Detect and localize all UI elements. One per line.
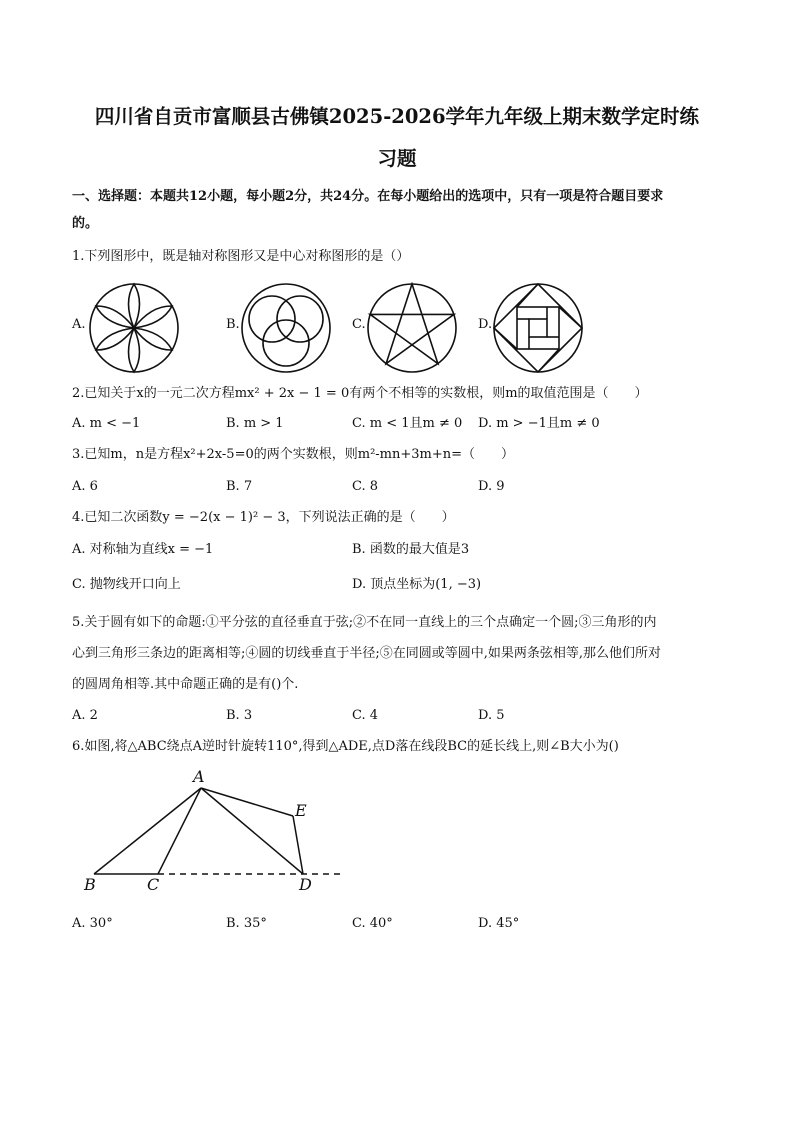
question-4-option-a: A. 对称轴为直线x = −1	[72, 542, 214, 557]
segment-ed	[293, 816, 303, 874]
question-5-stem-line1: 5.关于圆有如下的命题:①平分弦的直径垂直于弦;②不在同一直线上的三个点确定一个圆;③三角形的内	[72, 615, 657, 630]
section-header-line1: 一、选择题：本题共12小题，每小题2分，共24分。在每小题给出的选项中，只有一项是符合题目要求	[72, 189, 664, 204]
question-2-option-b: B. m > 1	[226, 416, 284, 431]
exam-title-line1: 四川省自贡市富顺县古佛镇2025-2026学年九年级上期末数学定时练	[94, 105, 700, 128]
three-circles-figure	[240, 282, 332, 374]
question-5-stem-line3: 的圆周角相等.其中命题正确的是有()个.	[72, 677, 299, 692]
question-1-option-c-label: C.	[352, 317, 366, 332]
question-6-option-b: B. 35°	[226, 916, 267, 931]
question-5-option-c: C. 4	[352, 708, 379, 723]
question-5-option-d: D. 5	[478, 708, 505, 723]
exam-title-line2: 习题	[377, 147, 417, 170]
question-5-option-a: A. 2	[72, 708, 98, 723]
question-3-option-b: B. 7	[226, 479, 253, 494]
question-3-option-d: D. 9	[478, 479, 505, 494]
vertex-label-b: B	[84, 875, 96, 894]
segment-ab	[94, 788, 201, 874]
question-2-option-a: A. m < −1	[72, 416, 141, 431]
section-header-line2: 的。	[72, 216, 99, 231]
segment-ad	[201, 788, 303, 874]
question-3-stem: 3.已知m，n是方程x²+2x-5=0的两个实数根，则m²-mn+3m+n=（ ）	[72, 447, 515, 462]
rotation-triangle-figure	[78, 764, 348, 894]
vertex-label-e: E	[295, 801, 307, 820]
pentagram-circle-figure	[366, 282, 458, 374]
flower-circle-figure	[88, 282, 180, 374]
segment-ac	[158, 788, 201, 874]
vertex-label-c: C	[147, 875, 160, 894]
question-6-option-c: C. 40°	[352, 916, 393, 931]
question-6-stem: 6.如图,将△ABC绕点A逆时针旋转110°,得到△ADE,点D落在线段BC的延长线上,则∠B大小为()	[72, 739, 619, 754]
question-5-option-b: B. 3	[226, 708, 253, 723]
question-6-option-a: A. 30°	[72, 916, 113, 931]
question-2-option-d: D. m > −1且m ≠ 0	[478, 416, 600, 431]
square-spiral-circle-figure	[492, 282, 584, 374]
question-6-option-d: D. 45°	[478, 916, 520, 931]
question-4-stem: 4.已知二次函数y = −2(x − 1)² − 3，下列说法正确的是（ ）	[72, 510, 455, 525]
segment-ae	[201, 788, 293, 816]
question-3-option-c: C. 8	[352, 479, 379, 494]
question-1-option-a-label: A.	[72, 317, 86, 332]
question-3-option-a: A. 6	[72, 479, 98, 494]
question-1-option-d-label: D.	[478, 317, 493, 332]
question-4-option-b: B. 函数的最大值是3	[352, 542, 470, 557]
question-4-option-c: C. 抛物线开口向上	[72, 577, 181, 592]
question-1-stem: 1.下列图形中，既是轴对称图形又是中心对称图形的是（）	[72, 249, 410, 264]
question-5-stem-line2: 心到三角形三条边的距离相等;④圆的切线垂直于半径;⑤在同圆或等圆中,如果两条弦相等,那么他们所对	[72, 646, 662, 661]
question-2-option-c: C. m < 1且m ≠ 0	[352, 416, 463, 431]
question-2-stem: 2.已知关于x的一元二次方程mx² + 2x − 1 = 0有两个不相等的实数根，则m的取值范围是（ ）	[72, 386, 648, 401]
vertex-label-d: D	[299, 875, 312, 894]
six-petal-flower	[93, 284, 175, 372]
question-1-option-b-label: B.	[226, 317, 240, 332]
vertex-label-a: A	[193, 767, 205, 786]
question-4-option-d: D. 顶点坐标为(1, −3)	[352, 577, 482, 592]
